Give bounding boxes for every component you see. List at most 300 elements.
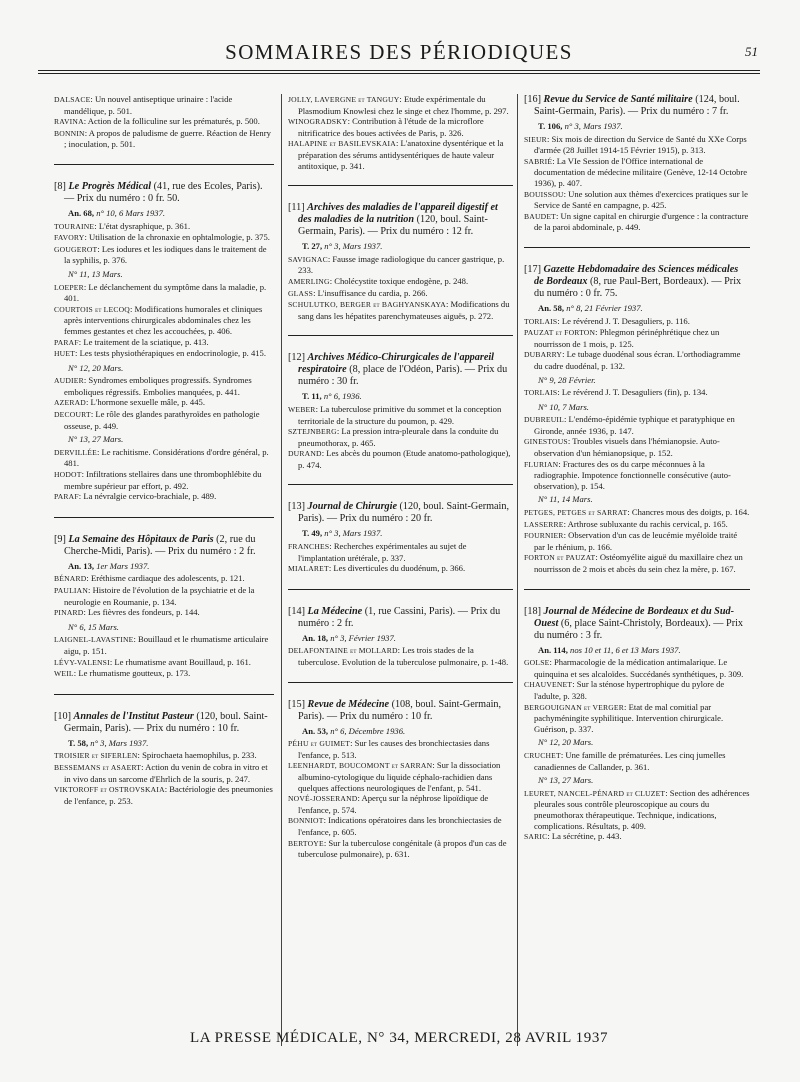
article-entry (288, 138, 513, 171)
journal-address: (6, place Saint-Christoly, Bordeaux). — Prix du numéro : 3 fr. (534, 617, 744, 641)
article-entry (54, 585, 274, 607)
article-author: TORLAIS (524, 388, 558, 398)
article-author: GLASS (288, 288, 314, 298)
article-title: : Les iodures et les iodiques dans le traitement de la syphilis, p. 376. (64, 243, 267, 266)
article-author: LOEPER (54, 282, 84, 292)
article-title: : Spirochaeta haemophilus, p. 233. (137, 750, 257, 761)
journal-name: La Médecine (307, 605, 363, 617)
issue-date: n° 3, Mars 1937. (324, 528, 383, 539)
column-right (524, 94, 750, 843)
issue-date: N° 12, 20 Mars. (538, 737, 594, 748)
article-title: : La pression intra-pleurale dans la conduite du pneumothorax, p. 465. (298, 426, 499, 448)
column-divider (281, 94, 282, 1046)
article-entry (288, 426, 513, 448)
article-title: : Le révérend J. T. Desaguliers, p. 116. (557, 315, 690, 326)
article-entry (288, 94, 513, 116)
article-author: BÉNARD (54, 574, 87, 584)
article-entry (524, 657, 750, 679)
issue-line (524, 375, 750, 386)
article-author: LASSERRE (524, 519, 564, 529)
journal-heading (54, 181, 274, 205)
journal-name: Revue de Médecine (307, 698, 390, 710)
article-author: TORLAIS (524, 316, 558, 326)
page-footer: LA PRESSE MÉDICALE, N° 34, MERCREDI, 28 AVRIL 1937 (189, 1030, 609, 1046)
journal-heading (524, 606, 750, 642)
journal-number: [16] (524, 94, 541, 105)
issue-date: n° 6, Décembre 1936. (330, 725, 406, 736)
article-author: BONNIN (54, 128, 85, 138)
article-entry (54, 573, 274, 585)
issue-line (288, 391, 513, 402)
article-title: : Section des adhérences pleurales sous contrôle pleuroscopique au cours du pneumothorax thérapeutique. Technique, indications, complications. Résultats, p. 409. (534, 787, 750, 831)
journal-heading (288, 352, 513, 388)
issue-volume: T. 49, (302, 528, 323, 539)
journal-name: Archives Médico-Chirurgicales de l'appareil respiratoire (298, 352, 495, 376)
section-separator (54, 694, 274, 695)
article-author: GOUGEROT (54, 244, 98, 254)
article-author: BERGOUIGNAN et VERGER (524, 702, 625, 712)
issue-date: n° 10, 6 Mars 1937. (96, 207, 166, 218)
article-entry (524, 519, 750, 531)
article-title: : La tuberculose primitive du sommet et la conception territoriale de la structure du poumon, p. 429. (298, 403, 502, 426)
article-author: AMERLING (288, 276, 330, 286)
article-author: DELAFONTAINE et MOLLARD (288, 646, 398, 656)
article-author: SARIC (524, 832, 548, 842)
article-entry (524, 327, 750, 349)
header-rule (38, 70, 760, 71)
article-title: : Sur les causes des bronchiectasies dans l'enfance, p. 513. (298, 738, 490, 760)
section-separator (54, 517, 274, 518)
article-author: WEBER (288, 404, 316, 414)
journal-number: [18] (524, 605, 541, 617)
journal-heading (524, 264, 750, 300)
article-entry (524, 507, 750, 519)
article-author: DECOURT (54, 410, 91, 420)
article-author: CRUCHET (524, 750, 561, 760)
section-separator (288, 682, 513, 683)
section-separator (524, 247, 750, 248)
article-title: : Une solution aux thèmes d'exercices pratiques sur le Service de Santé en campagne, p. 425. (534, 188, 748, 211)
article-entry (54, 607, 274, 619)
journal-address: (124, boul. Saint-Germain, Paris). — Prix du numéro : 7 fr. (534, 94, 740, 117)
journal-address: (8, place de l'Odéon, Paris). — Prix du numéro : 30 fr. (298, 364, 508, 388)
journal-address: (8, rue Paul-Bert, Bordeaux). — Prix du numéro : 0 fr. 75. (534, 275, 742, 299)
issue-volume: T. 106, (538, 121, 563, 131)
article-author: PETGES, PETGES et SARRAT (524, 508, 628, 518)
article-author: MIALARET (288, 564, 329, 574)
article-entry (54, 397, 274, 409)
issue-date: N° 12, 20 Mars. (68, 362, 124, 373)
issue-line (524, 121, 750, 132)
article-author: TOURAINE (54, 221, 95, 231)
issue-line (54, 622, 274, 633)
issue-date: N° 9, 28 Février. (538, 374, 596, 385)
column-left (54, 94, 274, 806)
journal-name: Archives des maladies de l'appareil digestif et des maladies de la nutrition (298, 202, 498, 226)
journal-number: [9] (54, 533, 66, 545)
journal-name: Journal de Médecine de Bordeaux et du Sud-Ouest (534, 605, 734, 629)
article-entry (54, 634, 274, 656)
article-entry (54, 469, 274, 491)
article-title: : Sur la dissociation albumino-cytologique du liquide céphalo-rachidien dans quelques affections neurologiques de l'enfant, p. 541. (298, 760, 501, 793)
article-entry (54, 304, 274, 337)
journal-name: La Semaine des Hôpitaux de Paris (68, 533, 214, 545)
article-author: LEENHARDT, BOUCOMONT et SARRAN (288, 761, 433, 771)
article-title: : Arthrose subluxante du rachis cervical, p. 165. (563, 518, 728, 529)
article-author: PÉHU et GUIMET (288, 739, 351, 749)
journal-heading (54, 534, 274, 558)
issue-line (54, 561, 274, 572)
article-author: WINOGRADSKY (288, 117, 348, 127)
article-title: : Syndromes emboliques progressifs. Syndromes emboliques régressifs. Embolies manquées, p. 441. (64, 375, 252, 397)
article-entry (288, 288, 513, 300)
issue-line (288, 726, 513, 737)
journal-address: (41, rue des Ecoles, Paris). — Prix du numéro : 0 fr. 50. (64, 180, 263, 204)
article-title: : L'hormone sexuelle mâle, p. 445. (86, 397, 205, 408)
article-title: : Le révérend J. T. Desaguliers (fin), p. 134. (557, 387, 708, 398)
issue-date: N° 10, 7 Mars. (538, 401, 589, 412)
article-title: : Eréthisme cardiaque des adolescents, p. 121. (86, 573, 245, 584)
section-separator (288, 484, 513, 485)
article-title: : Phlegmon périnéphrétique chez un nourrisson de 1 mois, p. 125. (534, 327, 720, 349)
journal-number: [13] (288, 501, 305, 513)
article-title: : L'endémo-épidémie typhique et paratyphique en Gironde, année 1936, p. 147. (534, 414, 735, 436)
article-entry (524, 387, 750, 399)
article-entry (288, 254, 513, 276)
issue-volume: An. 18, (302, 632, 329, 643)
article-author: BAUDET (524, 211, 556, 221)
article-entry (288, 815, 513, 837)
article-entry (524, 316, 750, 328)
article-author: HODOT (54, 470, 82, 480)
article-author: DUBARRY (524, 350, 563, 360)
article-title: : Le rhumatisme avant Bouillaud, p. 161. (109, 656, 251, 667)
article-title: : Aperçu sur la néphrose lipoïdique de l'enfance, p. 574. (298, 793, 489, 815)
article-title: : Bouillaud et le rhumatisme articulaire aigu, p. 151. (64, 634, 269, 656)
issue-date: N° 11, 14 Mars. (538, 494, 593, 505)
journal-address: (1, rue Cassini, Paris). — Prix du numéro : 2 fr. (298, 605, 501, 629)
article-entry (524, 156, 750, 189)
column-middle (288, 94, 513, 860)
article-title: : La VIe Session de l'Office international de documentation de médecine militaire (Genève, 12-14 Octobre 1936), p. 407. (534, 155, 748, 188)
journal-address: (120, boul. Saint-Germain, Paris). — Prix du numéro : 20 fr. (298, 501, 510, 525)
journal-heading (288, 699, 513, 723)
issue-line (54, 738, 274, 749)
issue-date: N° 13, 27 Mars. (68, 434, 124, 445)
article-author: AZERAD (54, 398, 86, 408)
article-entry (524, 459, 750, 492)
article-title: : Les tests physiothérapiques en endocrinologie, p. 415. (75, 348, 266, 359)
article-author: CHAUVENET (524, 680, 573, 690)
article-author: FLURIAN (524, 459, 559, 469)
issue-date: n° 3, Février 1937. (330, 632, 396, 643)
article-author: PARAF (54, 337, 79, 347)
article-title: : Ostéomyélite aiguë du maxillaire chez un nourrisson de 2 mois et abcès du sein chez la mère, p. 167. (534, 552, 743, 574)
article-title: : Une famille de prématurées. Les cinq jumelles canadiennes de Callander, p. 361. (534, 749, 726, 772)
article-entry (54, 128, 274, 150)
article-entry (54, 447, 274, 469)
article-author: PINARD (54, 608, 84, 618)
article-entry (54, 244, 274, 266)
journal-name: Annales de l'Institut Pasteur (73, 710, 194, 722)
article-author: DUBREUIL (524, 415, 564, 425)
article-title: : Recherches expérimentales au sujet de l'implantation urétérale, p. 337. (298, 541, 467, 563)
article-author: LÉVY-VALENSI (54, 657, 110, 667)
article-title: : Le rachitisme. Considérations d'ordre général, p. 481. (64, 446, 269, 469)
article-author: SZTEJNBERG (288, 427, 337, 437)
article-title: : Le rhumatisme goutteux, p. 173. (73, 668, 191, 679)
article-author: VIKTOROFF et OSTROVSKAIA (54, 785, 165, 795)
column-divider (517, 94, 518, 1046)
article-entry (288, 276, 513, 288)
issue-line (54, 208, 274, 219)
journal-address: (120, boul. Saint-Germain, Paris). — Prix du numéro : 10 fr. (64, 710, 268, 734)
article-title: : Les fièvres des fondeurs, p. 144. (83, 607, 200, 618)
article-entry (54, 409, 274, 431)
article-title: : Action de la folliculine sur les prématurés, p. 500. (83, 116, 260, 127)
article-entry (288, 738, 513, 760)
article-author: DALSACE (54, 95, 91, 104)
article-title: : Fausse image radiologique du cancer gastrique, p. 233. (298, 253, 505, 276)
issue-date: n° 3, Mars 1937. (90, 737, 149, 748)
section-separator (288, 335, 513, 336)
article-entry (288, 793, 513, 815)
journal-number: [15] (288, 698, 305, 710)
article-entry (524, 831, 750, 843)
article-entry (288, 563, 513, 575)
issue-volume: An. 13, (68, 560, 95, 571)
article-title: : A propos de paludisme de guerre. Réaction de Henry ; inoculation, p. 501. (64, 127, 271, 150)
article-title: : Les abcès du poumon (Etude anatomo-pathologique), p. 474. (298, 448, 511, 470)
journal-name: Gazette Hebdomadaire des Sciences médicales de Bordeaux (534, 263, 739, 287)
journal-number: [11] (288, 202, 305, 214)
article-title: : Troubles visuels dans l'hémianopsie. Auto-observation d'un hémianopsique, p. 152. (534, 436, 720, 459)
issue-date: n° 6, 1936. (323, 391, 362, 402)
article-entry (54, 668, 274, 680)
article-author: HALAPINE et BASILEVSKAIA (288, 139, 396, 149)
issue-date: n° 3, Mars 1937. (564, 121, 623, 131)
article-title: : Les trois stades de la tuberculose. Evolution de la tuberculose pulmonaire, p. 1-48. (298, 645, 509, 668)
article-entry (288, 838, 513, 860)
issue-date: n° 8, 21 Février 1937. (566, 302, 643, 313)
article-title: : La névralgie cervico-brachiale, p. 489. (78, 491, 217, 502)
article-entry (524, 552, 750, 574)
article-author: RAVINA (54, 117, 84, 127)
article-title: : Utilisation de la chronaxie en ophtalmologie, p. 375. (84, 232, 270, 243)
issue-line (524, 737, 750, 748)
article-title: : L'état dysraphique, p. 361. (94, 220, 191, 231)
journal-heading (54, 711, 274, 735)
article-entry (288, 541, 513, 563)
article-entry (54, 282, 274, 304)
issue-volume: An. 53, (302, 725, 329, 736)
issue-line (524, 402, 750, 413)
journal-number: [8] (54, 180, 66, 192)
article-entry (54, 375, 274, 397)
article-author: SIEUR (524, 134, 547, 144)
article-author: AUDIER (54, 376, 84, 386)
article-title: : Action du venin de cobra in vitro et in vivo dans un sarcome d'Ehrlich de la souris, p. 247. (64, 761, 268, 784)
issue-line (524, 645, 750, 656)
section-separator (524, 589, 750, 590)
article-title: : Le déclanchement du symptôme dans la maladie, p. 401. (64, 281, 267, 304)
page-number: 51 (745, 44, 758, 59)
issue-line (524, 775, 750, 786)
article-title: : Sur la tuberculose congénitale (à propos d'un cas de tuberculose pulmonaire), p. 631. (298, 837, 507, 860)
journal-number: [10] (54, 710, 71, 722)
article-entry (524, 436, 750, 458)
article-title: : Le tubage duodénal sous écran. L'orthodiagramme du cadre duodénal, p. 132. (534, 349, 741, 371)
article-author: FOURNIER (524, 531, 564, 541)
article-title: : Pharmacologie de la médication antimalarique. Le quinquina et ses alcaloïdes. Succédanés synthétiques, p. 309. (534, 657, 744, 679)
article-title: : Un signe capital en chirurgie d'urgence : la contracture de la paroi abdominale, p. 449. (534, 210, 749, 233)
journal-number: [14] (288, 605, 305, 617)
article-entry (288, 404, 513, 426)
issue-line (54, 363, 274, 374)
article-entry (54, 784, 274, 806)
article-author: PAUZAT et FORTON (524, 328, 596, 338)
header-rule-thin (38, 73, 760, 74)
article-entry (524, 530, 750, 552)
article-author: GINESTOUS (524, 437, 568, 447)
issue-volume: An. 68, (68, 207, 95, 218)
article-title: : L'anatoxine dysentérique et la préparation des sérums antidysentériques de haute valeur antitoxique, p. 341. (298, 138, 504, 171)
article-author: LAIGNEL-LAVASTINE (54, 635, 134, 645)
article-title: : Le traitement de la sciatique, p. 413. (78, 336, 209, 347)
article-entry (524, 750, 750, 772)
article-title: : Sur la sténose hypertrophique du pylore de l'adulte, p. 328. (534, 679, 725, 701)
journal-address: (108, boul. Saint-Germain, Paris). — Prix du numéro : 10 fr. (298, 698, 502, 722)
issue-line (54, 269, 274, 280)
article-entry (524, 134, 750, 156)
article-entry (288, 448, 513, 470)
article-author: SCHULUTKO, BERGER et BAGHYANSKAYA (288, 300, 446, 310)
journal-heading (524, 94, 750, 118)
article-title: : Modifications humorales et cliniques après interventions chirurgicales abdominales chez les femmes gestantes et chez les accouchées, p. 406. (64, 303, 263, 336)
article-title: : Cholécystite toxique endogène, p. 248. (329, 275, 469, 286)
article-title: : Les diverticules du duodénum, p. 366. (328, 563, 466, 574)
article-entry (288, 760, 513, 793)
article-title: : Etude expérimentale du Plasmodium Knowlesi chez le singe et chez l'homme, p. 297. (298, 94, 509, 116)
article-author: FRANCHES (288, 542, 330, 552)
journal-address: (2, rue du Cherche-Midi, Paris). — Prix du numéro : 2 fr. (64, 533, 256, 557)
article-entry (524, 414, 750, 436)
article-author: GOLSE (524, 658, 550, 668)
article-title: : L'insuffisance du cardia, p. 266. (313, 287, 428, 298)
issue-date: N° 11, 13 Mars. (68, 268, 123, 279)
issue-line (288, 633, 513, 644)
issue-line (54, 434, 274, 445)
issue-date: 1er Mars 1937. (96, 560, 150, 571)
issue-volume: An. 58, (538, 302, 565, 313)
article-entry (54, 348, 274, 360)
article-author: BERTOYE (288, 838, 324, 848)
article-author: DERVILLÉE (54, 447, 97, 457)
article-title: : Infiltrations stellaires dans une thrombophlébite du membre supérieur par effort, p. 492. (64, 469, 262, 491)
article-entry (54, 94, 274, 116)
section-separator (288, 185, 513, 186)
article-author: FORTON et PAUZAT (524, 553, 596, 563)
issue-date: n° 3, Mars 1937. (324, 241, 383, 252)
page-title: SOMMAIRES DES PÉRIODIQUES (225, 40, 573, 64)
article-entry (288, 299, 513, 321)
article-title: : Histoire de l'évolution de la psychiatrie et de la neurologie en Roumanie, p. 134. (64, 585, 255, 607)
article-title: : Contribution à l'étude de la microflore nitrificatrice des boues activées de Paris, p. 326. (298, 116, 484, 138)
article-author: HUET (54, 349, 76, 359)
article-title: : Etat de mal comitial par pachyméningite syphilitique. Intervention chirurgicale. Guérison, p. 337. (534, 701, 724, 734)
article-title: : La sécrétine, p. 443. (547, 831, 622, 842)
article-entry (54, 762, 274, 784)
article-author: DURAND (288, 449, 322, 459)
article-entry (54, 657, 274, 669)
article-title: : Modifications du sang dans les hépatites parenchymateuses aiguës, p. 272. (298, 299, 510, 321)
article-author: PARAF (54, 492, 79, 502)
article-entry (524, 679, 750, 701)
journal-heading (288, 501, 513, 525)
journal-number: [17] (524, 263, 541, 275)
article-title: : Indications opératoires dans les bronchiectasies de l'enfance, p. 605. (298, 815, 502, 837)
article-author: NOVÉ-JOSSERAND (288, 794, 358, 804)
article-author: SABRIÉ (524, 156, 553, 166)
article-title: : Bactériologie des pneumonies de l'enfance, p. 253. (64, 784, 273, 806)
journal-heading (288, 202, 513, 238)
article-author: SAVIGNAC (288, 254, 328, 264)
issue-line (524, 494, 750, 505)
journal-name: Le Progrès Médical (68, 180, 152, 192)
article-entry (54, 337, 274, 349)
article-entry (288, 116, 513, 138)
section-separator (54, 164, 274, 165)
issue-line (524, 303, 750, 314)
article-title: : Le rôle des glandes parathyroïdes en pathologie osseuse, p. 449. (64, 409, 260, 431)
article-author: BESSEMANS et ASAERT (54, 762, 142, 772)
article-entry (288, 645, 513, 667)
journal-address: (120, boul. Saint-Germain, Paris). — Prix du numéro : 12 fr. (298, 214, 488, 238)
article-entry (54, 116, 274, 128)
issue-line (288, 241, 513, 252)
article-author: JOLLY, LAVERGNE et TANGUY (288, 95, 400, 104)
issue-volume: An. 114, (538, 644, 568, 655)
article-entry (524, 189, 750, 211)
article-author: TROISIER et SIFERLEN (54, 751, 138, 761)
article-title: : Chancres mous des doigts, p. 164. (627, 507, 750, 518)
article-entry (54, 221, 274, 233)
issue-date: N° 6, 15 Mars. (68, 621, 119, 632)
issue-date: N° 13, 27 Mars. (538, 775, 594, 786)
article-author: BONNIOT (288, 816, 324, 826)
journal-number: [12] (288, 352, 305, 364)
issue-volume: T. 58, (68, 737, 89, 748)
article-title: : Six mois de direction du Service de Santé du XXe Corps d'armée (28 Juillet 1914-15 Février 1915), p. 313. (534, 133, 747, 156)
page-header (38, 40, 760, 68)
journal-name: Journal de Chirurgie (307, 501, 397, 513)
issue-volume: T. 27, (302, 241, 323, 252)
section-separator (288, 589, 513, 590)
article-entry (524, 788, 750, 831)
article-title: : Un nouvel antiseptique urinaire : l'acide mandélique, p. 501. (64, 94, 233, 116)
article-entry (54, 232, 274, 244)
article-entry (54, 750, 274, 762)
article-title: : Fractures des os du carpe méconnues à la radiographie. Impotence fonctionnelle consécutive (auto-observation), p. 154. (534, 458, 731, 491)
journal-name: Revue du Service de Santé militaire (543, 94, 693, 105)
issue-volume: T. 11, (302, 391, 322, 402)
issue-line (288, 528, 513, 539)
article-entry (524, 349, 750, 371)
article-entry (524, 211, 750, 233)
article-author: FAVORY (54, 233, 85, 243)
article-entry (524, 702, 750, 735)
journal-heading (288, 606, 513, 630)
